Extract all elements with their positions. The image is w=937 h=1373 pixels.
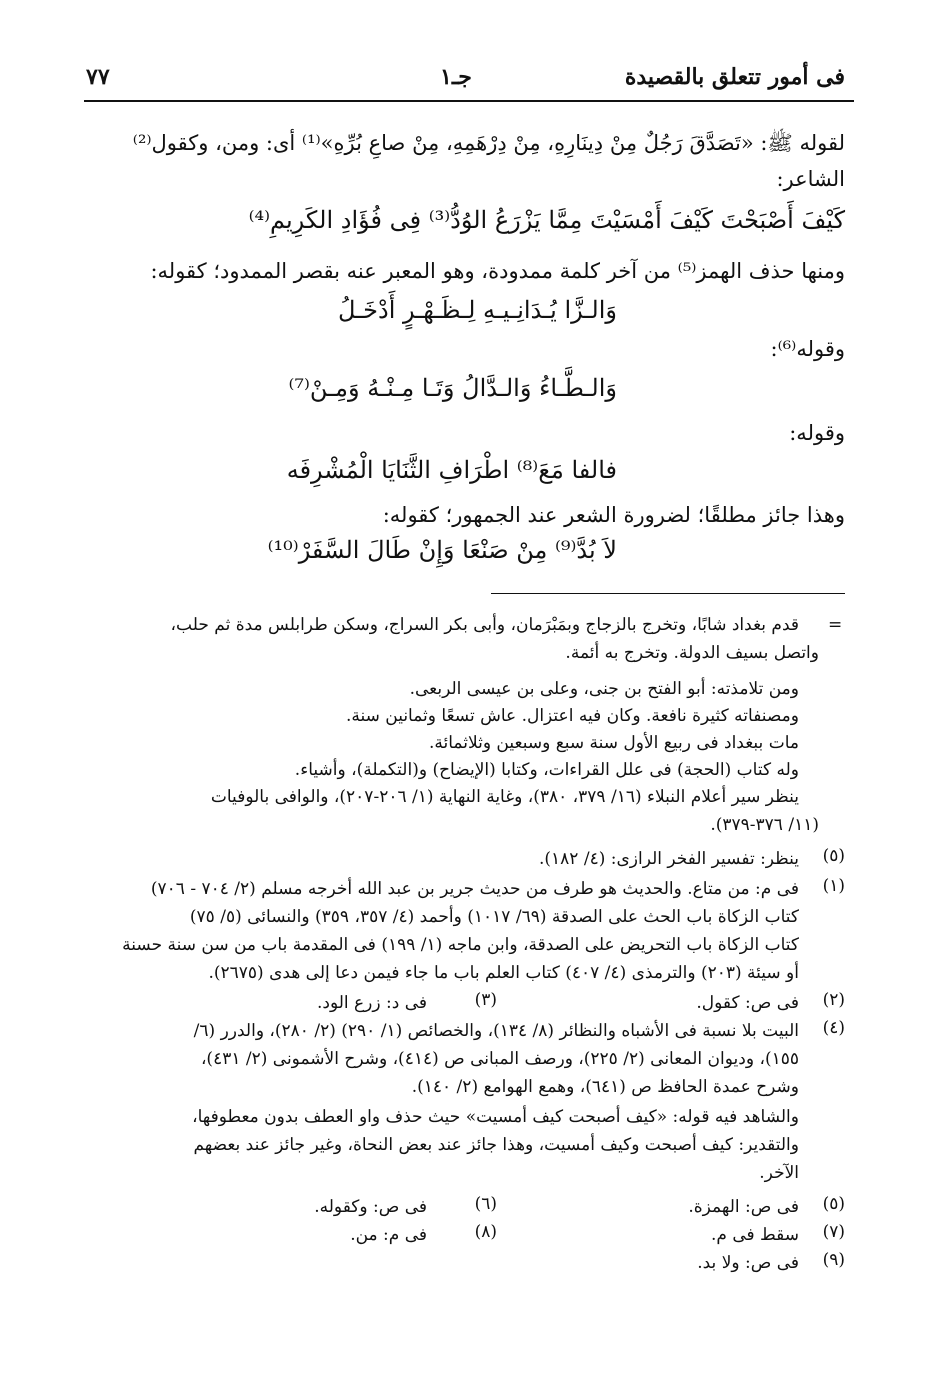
continuation-mark: = xyxy=(828,615,843,635)
footnote-number: (٩) xyxy=(822,1250,845,1270)
footnote-number: (٣) xyxy=(474,990,497,1010)
footnote-number: (٤) xyxy=(822,1018,845,1038)
footnote-text: والشاهد فيه قوله: «كيف أصبحت كيف أمسيت» حيث حذف واو العطف بدون معطوفها، xyxy=(192,1107,799,1127)
body-line-5: وقوله: xyxy=(789,421,845,445)
fn-cont-line: وله كتاب (الحجة) فى علل القراءات، وكتابا (الإيضاح) و(التكملة)، وأشياء. xyxy=(294,760,799,780)
footnote-number: (٥) xyxy=(822,846,845,866)
footnote-number: (٦) xyxy=(474,1194,497,1214)
footnote-text: ١٥٥)، وديوان المعانى (٢/ ٢٢٥)، ورصف المبانى ص (٤١٤)، وشرح الأشمونى (٢/ ٤٣١)، xyxy=(200,1049,799,1069)
footnote-text: فى د: زرع الود. xyxy=(316,993,427,1013)
footnote-text: فى ص: وكقوله. xyxy=(314,1197,427,1217)
footnote-text: البيت بلا نسبة فى الأشباه والنظائر (٨/ ١٣٤)، والخصائص (١/ ٢٩٠) (٢/ ٢٨٠)، والدرر (٦/ xyxy=(193,1021,799,1041)
footnote-text: كتاب الزكاة باب التحريض على الصدقة، وابن ماجه (١/ ١٩٩) فى المقدمة باب من سن سنة حسنة xyxy=(122,935,799,955)
chapter-title: فى أمور تتعلق بالقصيدة xyxy=(624,64,845,90)
footnote-text: فى ص: الهمزة. xyxy=(688,1197,799,1217)
footnote-text: سقط فى م. xyxy=(710,1225,799,1245)
fn-cont-line: قدم بغداد شابًا، وتخرج بالزجاج وبمَبْرَمان، وأبى بكر السراج، وسكن طرابلس مدة ثم حلب، xyxy=(170,615,799,635)
footnote-number: (٨) xyxy=(474,1222,497,1242)
fn-cont-line: (١١/ ٣٧٦-٣٧٩). xyxy=(710,815,819,835)
verse-3: وَالـطَّـاءُ وَالـدَّالُ وَتَـا مِـنْـهُ وَمِـنْ⁽⁷⁾ xyxy=(288,374,617,402)
verse-1: كَيْفَ أَصْبَحْتَ كَيْفَ أَمْسَيْتَ مِمَّا يَزْرَعُ الوُدُّ⁽³⁾ فِى فُؤَادِ الكَرِيمِ⁽⁴⁾ xyxy=(248,206,845,234)
page-number: ٧٧ xyxy=(86,64,110,90)
footnote-text: كتاب الزكاة باب الحث على الصدقة (٦٩/ ١٠١٧) وأحمد (٤/ ٣٥٧، ٣٥٩) والنسائى (٥/ ٧٥) xyxy=(189,907,799,927)
body-line-2: الشاعر: xyxy=(776,167,845,191)
footnote-text: أو سيئة (٢٠٣) والترمذى (٤/ ٤٠٧) كتاب العلم باب ما جاء فيمن دعا إلى هدى (٢٦٧٥). xyxy=(208,963,799,983)
body-line-6: وهذا جائز مطلقًا؛ لضرورة الشعر عند الجمهور؛ كقوله: xyxy=(382,503,845,527)
footnote-text: ينظر: تفسير الفخر الرازى: (٤/ ١٨٢). xyxy=(538,849,799,869)
verse-4: فالفا مَعَ⁽⁸⁾ اطْرَافِ الثَّنَايَا الْمُشْرِفَه xyxy=(286,456,617,484)
footnote-text: فى م: من. xyxy=(350,1225,427,1245)
fn-cont-line: ينظر سير أعلام النبلاء (١٦/ ٣٧٩، ٣٨٠)، وغاية النهاية (١/ ٢٠٦-٢٠٧)، والوافى بالوفيات xyxy=(210,787,799,807)
footnote-number: (٧) xyxy=(822,1222,845,1242)
footnote-text: والتقدير: كيف أصبحت وكيف أمسيت، وهذا جائز عند بعض النحاة، وغير جائز عند بعضهم xyxy=(193,1135,799,1155)
footnote-number: (١) xyxy=(822,876,845,896)
fn-cont-line: واتصل بسيف الدولة. وتخرج به أئمة. xyxy=(565,643,819,663)
fn-cont-line: ومن تلامذته: أبو الفتح بن جنى، وعلى بن عيسى الربعى. xyxy=(409,679,799,699)
footnote-text: الآخر. xyxy=(759,1163,799,1183)
body-line-3: ومنها حذف الهمز⁽⁵⁾ من آخر كلمة ممدودة، وهو المعبر عنه بقصر الممدود؛ كقوله: xyxy=(150,259,845,283)
header-rule xyxy=(84,100,854,102)
footnote-number: (٥) xyxy=(822,1194,845,1214)
body-line-1: لقوله ﷺ: «تَصَدَّقَ رَجُلٌ مِنْ دِينَارِهِ، مِنْ دِرْهَمِهِ، مِنْ صاعِ بُرِّهِ»⁽¹⁾ أى: ومن، وكقول⁽²⁾ xyxy=(132,131,845,155)
fn-cont-line: ومصنفاته كثيرة نافعة. وكان فيه اعتزال. عاش تسعًا وثمانين سنة. xyxy=(345,706,799,726)
footnote-text: فى ص: كقول. xyxy=(696,993,799,1013)
body-line-4: وقوله⁽⁶⁾: xyxy=(770,337,845,361)
footnote-text: فى ص: ولا بد. xyxy=(697,1253,799,1273)
verse-2: وَالـزَّا يُـدَانِـيـهِ لِـظَـهْـرٍ أَدْخَـلُ xyxy=(337,296,617,324)
footnote-number: (٢) xyxy=(822,990,845,1010)
verse-5: لاَ بُدَّ⁽⁹⁾ مِنْ صَنْعَا وَإِنْ طَالَ السَّفَرْ⁽¹⁰⁾ xyxy=(267,536,617,564)
volume-label: جـ١ xyxy=(440,64,472,90)
fn-cont-line: مات ببغداد فى ربيع الأول سنة سبع وسبعين وثلاثمائة. xyxy=(428,733,799,753)
footnote-rule xyxy=(491,593,845,594)
footnote-text: وشرح عمدة الحافظ ص (٦٤١)، وهمع الهوامع (٢/ ١٤٠). xyxy=(411,1077,799,1097)
footnote-text: فى م: من متاع. والحديث هو طرف من حديث جرير بن عبد الله أخرجه مسلم (٢/ ٧٠٤ - ٧٠٦) xyxy=(150,879,799,899)
